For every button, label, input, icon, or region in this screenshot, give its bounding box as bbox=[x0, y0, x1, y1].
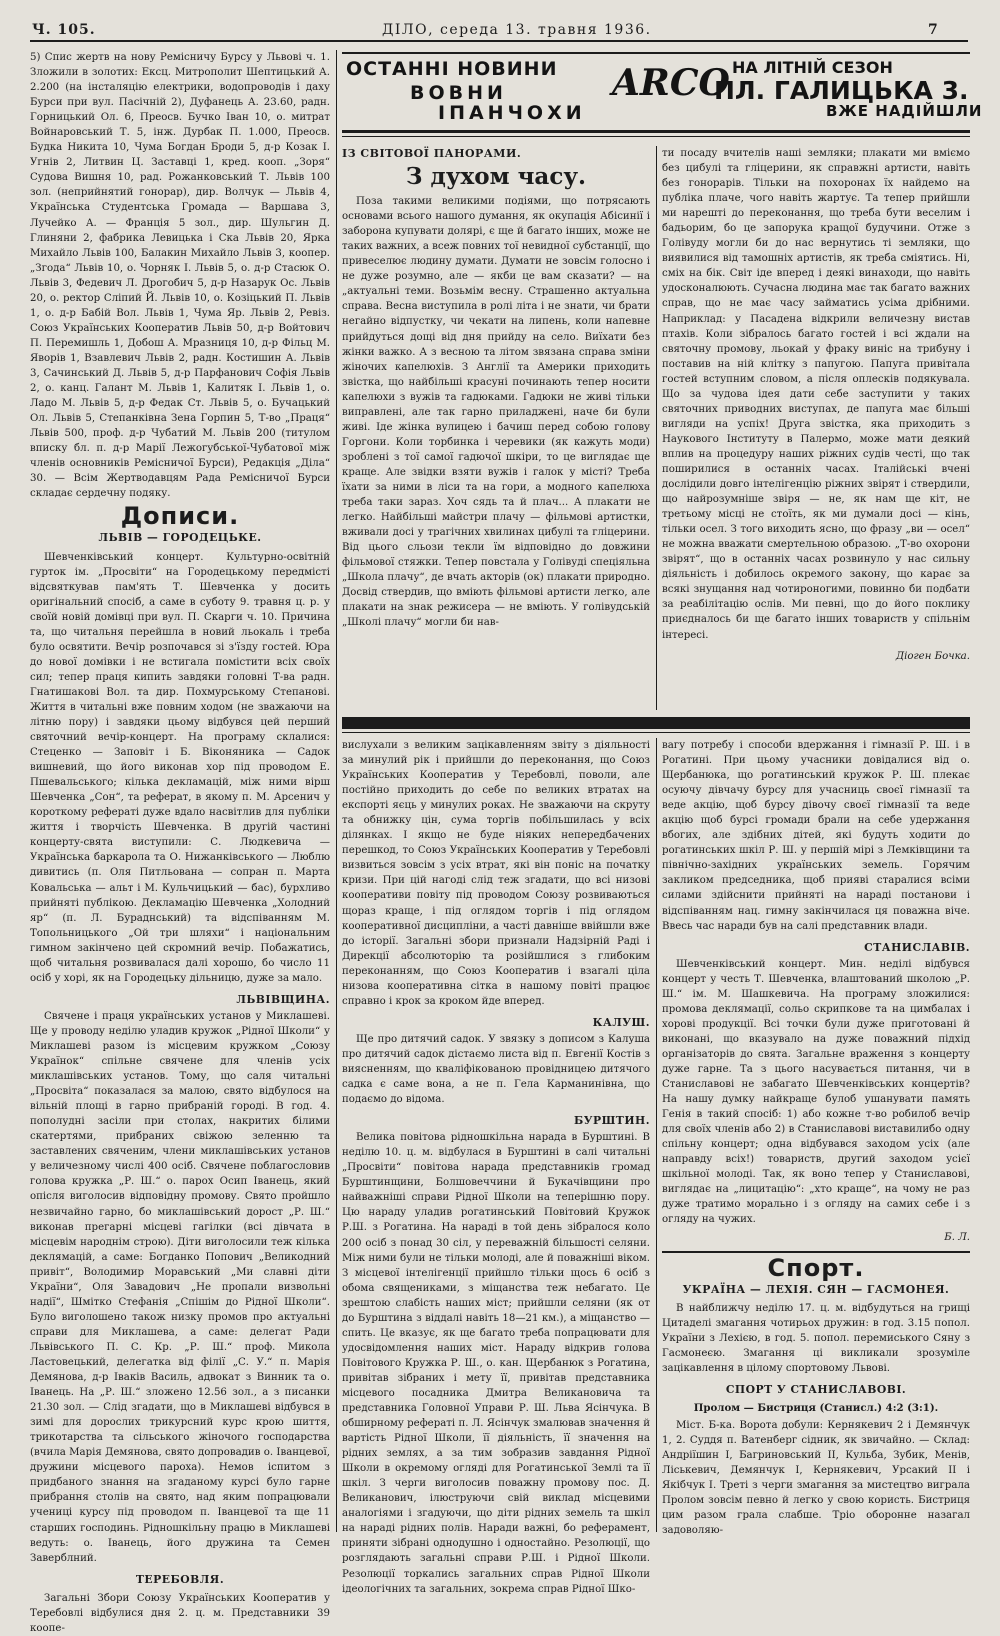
ad-stockings: ІПАНЧОХИ bbox=[438, 102, 586, 124]
report-text: Велика повітова рідношкільна нарада в Бурштині. В неділю 10. ц. м. відбулася в Бурштині в салі читальні „Просвіти“ повітова нарада представників громад Бурштинщини, Болшовеччини й Букачівщини про найважніші справи Рідної Школи на теперішню пору. Цю нараду уладив рогатинський Повітовий Кружок Р.Ш. з Рогатина. На нараді в той день зібралося коло 200 осіб з понад 30 сіл, у переважній більшості селяни. Між ними були не тільки молоді, але й поважніші віком. З місцевої інтелігенції прийшло тільки щось 6 осіб з обома священиками, з міщанства теж небагато. Це зрештою слабість наших міст; прийшли селяни (як от до Бурштина з віддалі навіть 18—21 км.), а міщанство — спить. Це вказує, як ще багато треба попрацювати для удосвідомлення наших міст. Нараду відкрив голова Повітового Кружка Р. Ш., о. кан. Щербанюк з Рогатина, привітав зібраних і мету її, привітав представника місцевого посадника Дмитра Великановича та представника Головної Управи Р. Ш. Льва Ясінчука. В обширному рефераті п. Л. Ясінчук змалював значення й вартість Рідної Школи, її діяльність, її значення на рідних землях, а за тим зобразив завдання Рідної Школи в окремому огляді для Рогатинської Землі та її шкіл. З черги виголосив поважну промову пос. Д. Великанович, ілюструючи свій виклад місцевими аналогіями і згадуючи, що діти рідних земель та шкіл на нараді рідних полів. Наради важні, бо реферамент, приняти зібрані однодушно і одностайно. Резолюції, що розглядають загальні справи Р.Ш. і Рідної Школи. Резолюції торкались загальних справ Рідної Школи ідеологічних та загальних, зокрема справ Рідної Шко- bbox=[342, 1132, 650, 1595]
ad-address: ПЛ. ГАЛИЦЬКА 3. bbox=[714, 76, 969, 105]
donations-list: 5) Спис жертв на нову Ремісничу Бурсу у Львові ч. 1. Зложили в золотих: Ексц. Митрополит Шептицький А. 2.200 (на інсталяцію електрики, водопроводів і даху Бурси при вул. Пасічній 2), Дуфанець А. 23.60, радн. Горницький Ол. 6, Преосв. Бучко Іван 10, о. митрат Войнаровський Т. 5, інж. Дурбак П. 1.000, Преосв. Будка Никита 10, Чума Богдан Броди 5, д-р Козак І. Угнів 2, Литвин Ц. Заставці 1, кред. кооп. „Зоря“ Судова Вишня 10, рад. Рожанковський Т. Львів 100 зол. (неприйнятий гонорар), дир. Волчук — Львів 4, Українська Студентська Громада — Варшава 3, Лучейко А. — Франція 5 зол., дир. Шульгин Д. Глиняни 2, фабрика Левицька і Ска Львів 20, Ярка Михайло Львів 100, Балакин Михайло Львів 3, коопер. „Згода“ Львів 10, о. Чорняк І. Львів 5, о. д-р Стасюк О. Львів 3, Федевич Л. Дрогобич 5, д-р Назарук Ос. Львів 20, о. ректор Сліпий Й. Львів 10, о. Козіцький П. Львів 1, о. д-р Бабій Вол. Львів 1, Чума Яр. Львів 2, Ревіз. Союз Українських Кооператив Львів 50, д-р Войтович П. Перемишль 1, Добош А. Мразниця 10, д-р Фільц М. Яворів 1, Взавлевич Львів 2, радн. Костишин А. Львів 3, Сачинський Д. Львів 5, д-р Парфанович Софія Львів 2, о. канц. Галант М. Львів 1, Калитяк І. Львів 1, о. Ладо М. Львів 5, д-р Федак Ст. Львів 5, о. Бучацький Ол. Львів 5, Степанківна Зена Горпин 5, Т-во „Праця“ Львів 500, проф. д-р Чубатий М. Львів 200 (титулом вписку бл. п. д-р Марії Лежогубської-Чубатової між членів основників Ремісничої Бурси), Редакція „Діла“ 30. — Всім Жертводавцям Рада Ремісничої Бурси складає сердечну подяку. bbox=[30, 52, 330, 500]
report-text: Ще про дитячий садок. У звязку з дописом з Калуша про дитячий садок дістаємо листа від п. Евгенії Костів з виясненням, що кваліфікованою провідницею дитячого садка є саме вона, а не п. Гела Карманинівна, що подаємо до відома. bbox=[342, 1033, 650, 1106]
sport-text: Міст. Б-ка. Ворота добули: Кернякевич 2 і Демянчук 1, 2. Суддя п. Ватенберг сідник, як звичайно. — Склад: Андріїшин І, Багриновський II, Кульба, Зубик, Менів, Ліськевич, Демянчук І, Кернякевич, Урсакий II і Якібчук І. Треті з черги змагання за мистецтво виграла Пролом зовсім певно й легко у свою користь. Бистриця цим разом грала слабше. Тріо оборонне назагал задоволяю- bbox=[662, 1419, 970, 1537]
match-heading: УКРАЇНА — ЛЕХІЯ. СЯН — ГАСМОНЕЯ. bbox=[682, 1282, 950, 1296]
article-text: Поза такими великими подіями, що потрясають основами всього нашого думання, як окупація Абісинії і заборона купувати долярі, є ще й багато інших, може не таких важних, а всеж повних тої невидної субстанції, що привеселює людину думати. Думати не зовсім голосно і не дуже розумно, але — якби це вам сказати? — на „актуальні теми. Возьмім весну. Страшенно актуальна справа. Весна виступила в ролі літа і не знати, чи брати негайно відпустку, чи чекати на липень, коли напевне прийдуться дощі від дня прийду на село. Виїхати без жінки важко. А з весною та літом звязана справа зміни жіночих капелюхів. З Англії та Америки приходить звістка, що найбільші красуні починають тепер носити капелюхи з вужів та гадюками. Гадюки не живі тільки виправлені, але так гарно приладжені, наче би були живі. Іде жінка вулицею і бачиш перед собою голову Горгони. Коли торбинка і черевики (як кажуть моди) зроблені з тої самої гадючої шкіри, то це виглядає ще краще. Але звідки взяти вужів і галок у місті? Треба їхати за ними в ліси та на гори, а модного капелюха треба таки зараз. Хоч сядь та й плач... А плакати не легко. Найбільші майстри плачу — фільмові артистки, вживали досі у трагічних хвилинах цибулі та гліцерини. Від цього сльози текли їм відповідно до довжини фільмової стяжки. Тепер повстала у Голівуді спеціяльна „Школа плачу“, де вчать акторів (ок) плакати природно. Досвід ствердив, що вміють фільмові артисти легко, але плакати на знак режисера — не вміють. У голівудській „Школі плачу“ могли би нав- bbox=[342, 196, 650, 629]
column-divider bbox=[656, 738, 657, 1532]
article-signature: Діоген Бочка. bbox=[895, 650, 970, 662]
article-title: З духом часу. bbox=[405, 163, 587, 191]
location-heading: ЛЬВІВЩИНА. bbox=[236, 992, 330, 1006]
report-text: Загальні Збори Союзу Українських Кооператив у Теребовлі відбулися дня 2. ц. м. Представники 39 коопе- bbox=[30, 1592, 330, 1634]
location-heading: СТАНИСЛАВІВ. bbox=[864, 940, 970, 954]
ad-bottom-rule bbox=[342, 130, 970, 133]
article-text: ти посаду вчителів наші земляки; плакати ми вміємо без цибулі та гліцерини, як справжні артисти, навіть без гонорарів. Тільки на похоронах їх найдемо на публіка плаче, чого навіть жартує. Та тепер прийшли ми нарешті до переконання, що треба бути веселим і бадьорим, бо це запорука кращої будучини. Отже з Голівуду могли би до нас вернутись ті земляки, що виявилися від тамошніх артистів, як треба сміятись. Ні, сміх на бік. Світ іде вперед і деякі винаходи, що навіть удосконалюють. Сучасна людина має так багато важних справ, що не має часу займатись усіма дрібними. Наприклад: у Пасадена відкрили величезну вистав птахів. Коли зібралось багато гостей і всі ждали на святочну промову, льокай у фраку виніс на трибуну і поставив на ній клітку з папугою. Папуга привітала гостей вступним словом, а після оплесків подякувала. Що за чудова ідея дати себе заступити у таких святочних приводних виступах, де папуга має більші вигляди на успіх! Друга звістка, яка приходить з Наукового Інституту в Палермо, може мати деякий вплив на процедуру наших ріжних судів честі, що так поширилися в останніх часах. Італійські вчені дослідили довго інтелігенцію ріжних звірят і ствердили, що найрозумніше звіря — не, як нам ще кіт, не третьому місці не стоїть, як ми думали досі — кінь, тільки осел. З того виходить ясно, що фразу „ви — осел“ не можна вважати смертельною образою. „Т-во охорони звірят“, що в останніх часах розвинуло у нас сильну діяльність і добилось окремого закону, що карає за всякі знущання над чотироногими, повинно би подбати за реабілітацію ослів. Ми певні, що до його поклику приєдналось би ще багато інших товариств у спільнім інтересі. bbox=[662, 148, 970, 641]
ad-top-rule bbox=[342, 52, 970, 54]
column-divider bbox=[336, 50, 337, 1532]
middle-column bbox=[342, 738, 650, 1595]
sport-rule bbox=[662, 1251, 970, 1253]
header-rule bbox=[30, 40, 968, 42]
thin-separator bbox=[342, 732, 970, 733]
report-signature: Б. Л. bbox=[944, 1231, 970, 1243]
column-divider bbox=[656, 146, 657, 710]
article-column-b bbox=[662, 146, 970, 710]
ad-arrived: ВЖЕ НАДІЙШЛИ bbox=[826, 102, 983, 120]
thick-separator bbox=[342, 717, 970, 729]
sport-text: В найближчу неділю 17. ц. м. відбудуться на грищі Цитаделі змагання чотирьох дружин: в год. 3.15 попол. України з Лехією, в год. 5. попол. перемиського Сяну з Гасмонеєю. Змагання ці викликали зрозуміле зацікавлення в цілому спортовому Львові. bbox=[662, 1302, 970, 1374]
location-heading: БУРШТИН. bbox=[574, 1114, 650, 1128]
page-number: 7 bbox=[928, 22, 939, 38]
ad-season: НА ЛІТНІЙ СЕЗОН bbox=[732, 58, 893, 77]
masthead-date: ДІЛО, середа 13. травня 1936. bbox=[382, 22, 652, 38]
section-title-sport: Спорт. bbox=[767, 1253, 865, 1282]
report-text: вагу потребу і способи вдержання і гімназії Р. Ш. і в Рогатині. При цьому учасники довідалися від о. Щербанюка, що рогатинський кружок Р. Ш. плекає осуючу дівчачу бурсу для учасниць своєї гімназії та веде акцію, щоб бурсу дівочу своєї гімназії та веде акцію щоб бурсі громади брали на себе удержання вбогих, але здібних дітей, які будуть ходити до рогатинських шкіл Р. Ш. у першій мірі з Лемківщини та північно-західних українських земель. Горячим закликом председника, щоб прияві старалися всіми силами здійснити прийняті на нараді постанови і відспіванням нац. гимну закінчилася ця поважна віче. Ввесь час наради був на салі представник влади. bbox=[662, 740, 970, 932]
issue-number: Ч. 105. bbox=[32, 22, 96, 38]
article-section: ІЗ СВІТОВОЇ ПАНОРАМИ. bbox=[342, 147, 522, 160]
left-column bbox=[30, 50, 330, 1634]
report-text: Шевченківський концерт. Мин. неділі відбувся концерт у честь Т. Шевченка, влаштований школою „Р. Ш.“ ім. М. Шашкевича. На програму зложилися: промова деклямації, сольо скрипкове та на цимбалах і хорові продукції. Всі точки були дуже приготовані й виконані, що вказувало на дуже поважний підхід організаторів до свята. Загальне враження з концерту дуже гарне. Та з цього насувається питання, чи в Станиславові не забагато Шевченківських концертів? На нашу думку найкраще булоб ушанувати память Генія в такий спосіб: 1) або кожне т-во робилоб вечір для своїх членів або 2) в Станиславові виставилибо одну спільну концерт; одна відбувався заходом усіх (але направду всіх!) товариств, другий заходом усієї шкільної молоді. Так, як воно тепер у Станиславові, виглядає на „лицитацію“: „хто краще“, на чому не раз дуже тратимо морально і з огляду на самих себе і з огляду на чужих. bbox=[662, 958, 970, 1226]
ad-wool: ВОВНИ bbox=[410, 82, 507, 104]
report-text: Шевченківський концерт. Культурно-освітній гурток ім. „Просвіти“ на Городецькому передмісті відсвяткував пам'ять Т. Шевченка у досить оригінальний спосіб, а саме в суботу 9. травня ц. р. у своїй новій домівці при вул. П. Скарги ч. 10. Причина та, що читальня перейшла в новий льокаль і треба було освятити. Вечір розпочався зі з'їзду гостей. Юра до нової домівки і не встигала помістити всіх своїх сил; тепер праця кипить завдяки головні Т-ва радн. Гнатишакові Вол. та дир. Похмурському Степанові. Життя в читальні вже повним ходом (не зважаючи на літню пору) і завдяки цьому відбувся цей перший святочний вечір-концерт. На програму склалися: Стеценко — Заповіт і Б. Віконяника — Садок вишневий, що його виконав хор під проводом Е. Пшевальського; кілька декламацій, між ними вірш Шевченка „Сон“, та реферат, в якому п. М. Арсенич у короткому рефераті дуже вдало насвітлив для публіки життя і творчість Шевченка. В другій частині концерту-свята виступили: С. Людкевича — Українська баркарола та О. Нижанківського — Люблю дивитись (п. Оля Питльована — сопран п. Марта Ковальська — альт і М. Кульчицький — бас), бурхливо прийняті публікою. Декламацію Шевченка „Холодний яр“ (п. Л. Бураднський) та відспіванням М. Топольницького „Ой три шляхи“ і національним гимном закінчено цей скромний вечір. Побажатись, щоб читальня розвивалася далі хорошо, бо число 11 осіб у хорі, як на Городецьку дільницю, дуже за мало. bbox=[30, 551, 330, 984]
report-text: вислухали з великим зацікавленням звіту з діяльності за минулий рік і прийшли до переконання, що Союз Українських Кооператив у Теребовлі, поволи, але постійно приходить до себе по великих втратах на експорті яєць у минулих роках. Не зважаючи на скруту та обнижку цін, сума торгів побільшилась у всіх ділянках. І якщо не буде ніяких непередбачених перешкод, то Союз Українських Кооператив у Теребовлі визвиться зовсім з усіх втрат, які він поніс на початку кризи. При цій нагоді слід теж згадати, що всі низові кооперативи повіту під проводом Союзу розвиваються щораз краще, і під оглядом торгів і під оглядом кооперативної дисципліни, а часті давніше ввійшли вже до історії. Загальні збори признали Надзірній Раді і Дирекції абсолюторію та розійшлися з глибоким переконанням, що Союз Кооператив і взагалі ціла низова кооперативна сітка в нашому повіті працює справно і крок за кроком йде вперед. bbox=[342, 740, 650, 1007]
report-text: Свячене і праця українських установ у Миклашеві. Ще у проводу неділю уладив кружок „Рідної Школи“ у Миклашеві разом із місцевим кружком „Союзу Українок“ спільне свячене для членів усіх миклашівських установ. Тому, що саля читальні „Просвіта“ показалася за малою, свято відбулося на вільній площі в гарно прибраній городі. В год. 4. пополудні засіли при столах, накритих білими скатертями, прибраних свіжою зеленню та заставлених свяченим, члени миклашівських установ у величезному числі 400 осіб. Свячене поблагословив голова кружка „Р. Ш.“ о. парох Осип Іванець, який опісля виголосив відповідну промову. Свято пройшло незвичайно гарно, бо миклашівський дорост „Р. Ш.“ виконав прегарні місцеві гагілки (всі дівчата в місцевім народнім строю). Діти виголосили теж кілька деклямацій, а саме: Богданко Попович „Великодний привіт“, Володимир Моравський „Ми славні діти України“, Оля Завадович „Не пропали визвольні надії“, Шмітко Стефанія „Спішім до Рідної Школи“. Було виголошено також низку промов про актуальні справи для Миклашева, а саме: делегат Ради Львівського П. С. Кр. „Р. Ш.“ проф. Микола Ластовецький, делегатка від філії „С. У.“ п. Марія Демянова, д-р Іваків Василь, адвокат з Винник та о. Іванець. На „Р. Ш.“ зложено 12.56 зол., а з писанки 21.30 зол. — Слід згадати, що в Миклашеві відбувся в зимі для дорослих трикурсний курс крою шиття, трикотарства та сільського жіночого господарства (вчила Марія Демянова, свято допровадив о. Іванцевої, дружини місцевого пароха). Немов іспитом з придбаного знання на згаданому курсі було гарне прибрання столів на свято, над яким попрацювали учениці курсу під проводом п. Іванцевої та ще 11 старших господинь. Рідношкільну працю в Миклашеві ведуть: о. Іванець, його дружина та Семен Заверблний. bbox=[30, 1010, 330, 1564]
arco-logo: ARCO bbox=[612, 62, 730, 104]
match-score: Пролом — Бистриця (Станисл.) 4:2 (3:1). bbox=[693, 1401, 939, 1414]
ad-news: ОСТАННІ НОВИНИ bbox=[346, 58, 558, 80]
section-title-dopysy: Дописи. bbox=[120, 502, 240, 531]
location-heading: КАЛУШ. bbox=[592, 1015, 650, 1029]
match-heading: СПОРТ У СТАНИСЛАВОВІ. bbox=[725, 1382, 907, 1396]
right-column bbox=[662, 738, 970, 1537]
ad-bottom-rule-thin bbox=[342, 136, 970, 137]
article-column-a bbox=[342, 146, 650, 710]
location-heading: ЛЬВІВ — ГОРОДЕЦЬКЕ. bbox=[98, 531, 262, 545]
location-heading: ТЕРЕБОВЛЯ. bbox=[135, 1572, 225, 1586]
